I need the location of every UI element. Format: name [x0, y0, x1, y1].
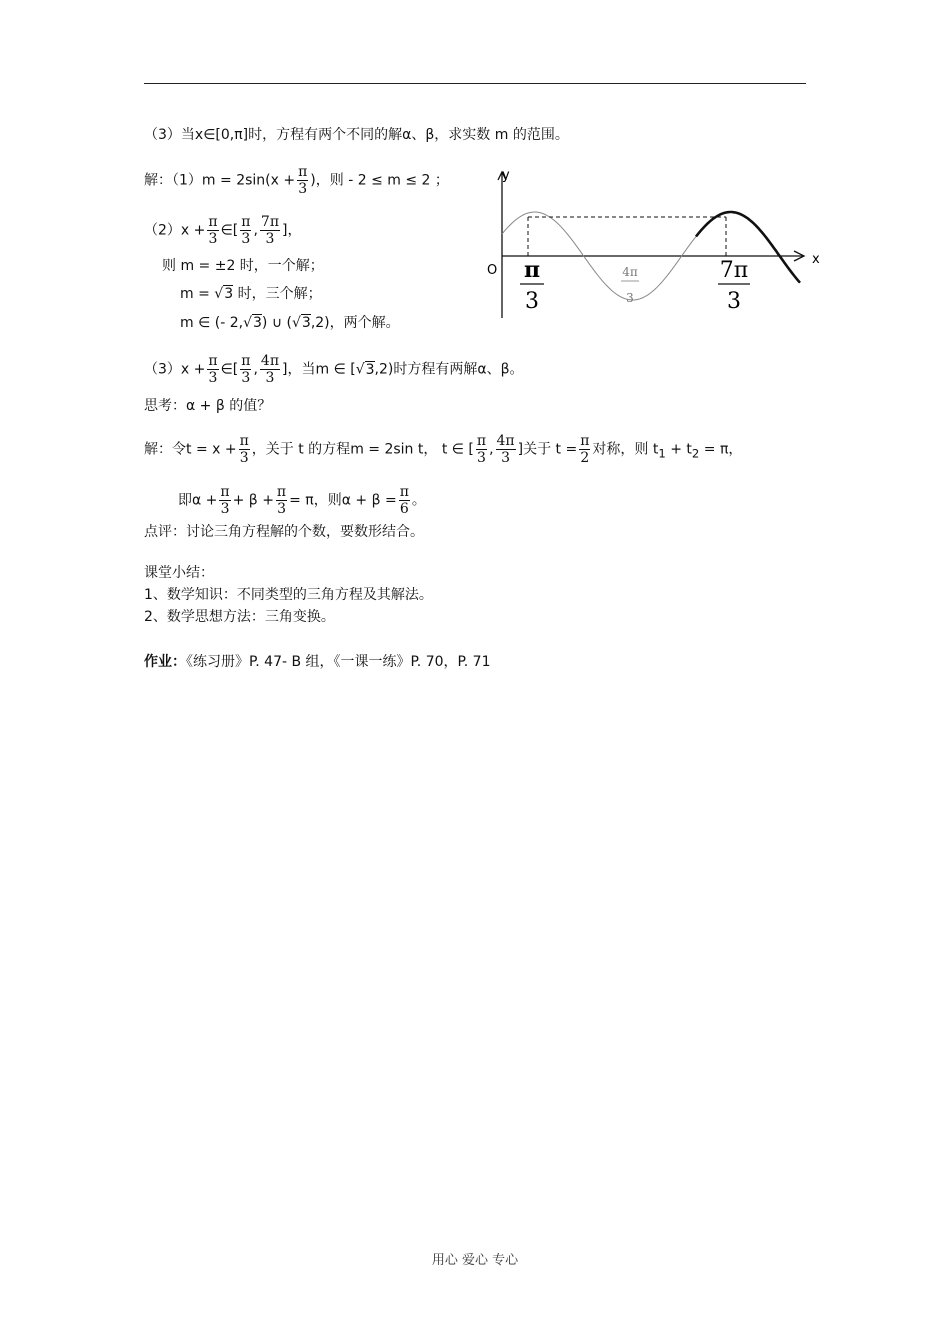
homework: 作业：《练习册》P. 47- B 组，《一课一练》P. 70，P. 71	[144, 654, 491, 670]
header-rule	[144, 83, 806, 84]
fraction: $\frac{7\pi}{3}$	[260, 214, 280, 247]
fraction: $\frac{\pi}{2}$	[580, 433, 590, 466]
tick-7pi-over-3-num: 7π	[719, 258, 749, 283]
case-three-solutions: m = √3 时，三个解；	[180, 286, 322, 302]
question-3: （3）当x∈[0,π]时，方程有两个不同的解α、β，求实数 m 的范围。	[144, 127, 569, 143]
solution-think: 解：令t = x + $\frac{\pi}{3}$ ，关于 t 的方程m = 2sin t， t ∈ [ $\frac{\pi}{3}$ , $\frac{4\pi}{3}$ ]关于 t = $\frac{\pi}{2}$ 对称，则 $t_1 + t_2 = \pi$，	[144, 433, 743, 466]
footer-slogan: 用心 爱心 专心	[431, 1253, 519, 1268]
origin-label: O	[487, 263, 498, 278]
sine-graph	[482, 162, 827, 322]
solution-2: （2）x + $\frac{\pi}{3}$ ∈[ $\frac{\pi}{3}$ , $\frac{7\pi}{3}$ ]，	[144, 214, 302, 247]
x-axis-label: x	[812, 252, 820, 267]
fraction: $\frac{\pi}{3}$	[241, 353, 251, 386]
tick-pi-over-3-den: 3	[525, 289, 539, 314]
tick-pi-over-3-num: π	[523, 257, 541, 283]
tick-4pi-over-3-den: 3	[626, 291, 634, 305]
think-question: 思考：α + β 的值？	[144, 398, 272, 414]
y-axis-label: y	[502, 168, 510, 183]
fraction: $\frac{\pi}{3}$	[241, 214, 251, 247]
comment: 点评：讨论三角方程解的个数，要数形结合。	[144, 524, 424, 540]
fraction: $\frac{\pi}{3}$	[239, 433, 249, 466]
summary-title: 课堂小结：	[144, 565, 214, 581]
fraction: $\frac{\pi}{6}$	[399, 484, 409, 517]
fraction: $\frac{4\pi}{3}$	[496, 433, 515, 466]
fraction: $\frac{\pi}{3}$	[276, 484, 287, 517]
fraction: $\frac{\pi}{3}$	[208, 353, 218, 386]
solution-alpha-beta: 即α + $\frac{\pi}{3}$ + β + $\frac{\pi}{3}$ = π，则α + β = $\frac{\pi}{6}$ 。	[178, 484, 426, 517]
fraction: $\frac{4\pi}{3}$	[260, 353, 280, 386]
fraction: $\frac{\pi}{3}$	[476, 433, 487, 466]
case-one-solution: 则 m = ±2 时，一个解；	[162, 258, 324, 274]
case-two-solutions: m ∈ (- 2,√3) ∪ (√3,2)，两个解。	[180, 315, 400, 331]
fraction: $\frac{\pi}{3}$	[208, 214, 218, 247]
tick-4pi-over-3-num: 4π	[622, 265, 638, 279]
solution-3: （3）x + $\frac{\pi}{3}$ ∈[ $\frac{\pi}{3}$ , $\frac{4\pi}{3}$ ]，当m ∈ [√3,2)时方程有两解α、β。	[144, 353, 524, 386]
tick-7pi-over-3-den: 3	[727, 289, 741, 314]
solution-1: 解：（1）m = 2sin(x + $\frac{\pi}{3}$ )，则 - 2 ≤ m ≤ 2 ；	[144, 164, 449, 197]
fraction: $\frac{\pi}{3}$	[298, 164, 308, 197]
summary-item-2: 2、数学思想方法：三角变换。	[144, 609, 335, 625]
summary-item-1: 1、数学知识：不同类型的三角方程及其解法。	[144, 587, 433, 603]
fraction: $\frac{\pi}{3}$	[220, 484, 230, 517]
